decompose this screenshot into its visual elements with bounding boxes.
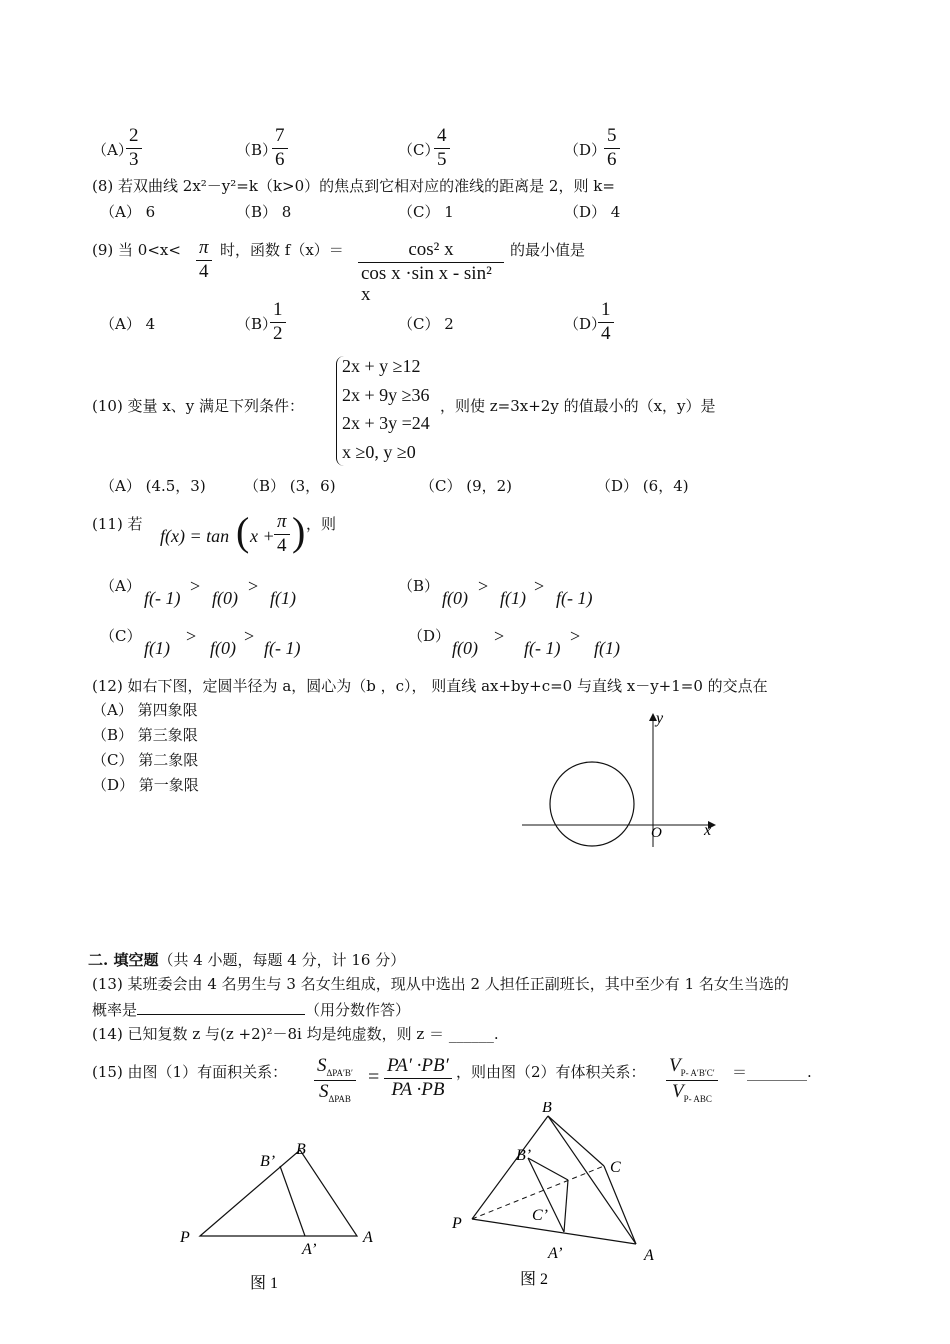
q11-option-d-term1: f(0) bbox=[452, 638, 478, 658]
q9-suffix: 的最小值是 bbox=[510, 241, 586, 259]
q12-figure bbox=[510, 705, 730, 855]
q11-option-a-op2: > bbox=[248, 576, 259, 596]
q11-option-b-term1: f(0) bbox=[442, 588, 468, 608]
q10-option-c: （C） (9，2) bbox=[420, 477, 513, 495]
section2-title: 二. 填空题 bbox=[88, 951, 159, 969]
q11-suffix: ，则 bbox=[306, 515, 337, 533]
edge-ba bbox=[548, 1116, 636, 1244]
q10-condition-1: 2x + y ≥12 bbox=[342, 356, 421, 376]
q11-option-b-op1: > bbox=[478, 576, 489, 596]
fig2-label-bp: B’ bbox=[516, 1147, 532, 1164]
q11-option-d-label: （D） bbox=[408, 627, 451, 645]
q9-option-b-fraction: $\frac{1}{2}$ bbox=[270, 300, 286, 345]
q12-option-c: （C） 第二象限 bbox=[92, 751, 199, 769]
q9-mid: 时，函数 f（x）＝ bbox=[220, 241, 344, 259]
figure-1 bbox=[170, 1136, 390, 1296]
q8-option-b: （B） 8 bbox=[236, 203, 292, 221]
q7-option-b-fraction: $\frac{7}{6}$ bbox=[272, 126, 288, 171]
q12-option-b: （B） 第三象限 bbox=[92, 726, 198, 744]
q15-equals: = bbox=[368, 1066, 380, 1088]
q13-line2 bbox=[92, 1000, 410, 1019]
q8-text: (8) 若双曲线 2x²－y²=k（k>0）的焦点到它相对应的准线的距离是 2，则 k= bbox=[92, 177, 615, 195]
q7-option-b-label: （B） bbox=[236, 141, 278, 159]
triangle-pab bbox=[200, 1150, 357, 1236]
fig1-label-b: B bbox=[296, 1141, 306, 1158]
q11-option-a-label: （A） bbox=[100, 577, 141, 595]
q11-option-a-term2: f(0) bbox=[212, 588, 238, 608]
q10-option-b: （B） (3，6) bbox=[244, 477, 336, 495]
q11-option-c-label: （C） bbox=[100, 627, 142, 645]
fig2-label-b: B bbox=[542, 1102, 552, 1116]
q11-option-a-term1: f(- 1) bbox=[144, 588, 181, 608]
fig2-label-cp: C’ bbox=[532, 1207, 548, 1224]
q13-line2-prefix: 概率是 bbox=[92, 1001, 138, 1019]
q11-option-d-op1: > bbox=[494, 626, 505, 646]
q11-option-c-term1: f(1) bbox=[144, 638, 170, 658]
fig2-label-a: A bbox=[644, 1247, 654, 1264]
q11-prefix: (11) 若 bbox=[92, 515, 143, 533]
q11-inner: x + bbox=[250, 526, 275, 546]
q7-option-c-fraction: $\frac{4}{5}$ bbox=[434, 126, 450, 171]
origin-label: O bbox=[651, 825, 662, 841]
circle bbox=[550, 762, 634, 846]
q11-right-paren: ) bbox=[292, 509, 306, 554]
q12-option-a: （A） 第四象限 bbox=[92, 701, 198, 719]
q12-text: (12) 如右下图，定圆半径为 a，圆心为（b ，c）， 则直线 ax+by+c=0 与直线 x－y+1=0 的交点在 bbox=[92, 677, 768, 695]
q11-option-d-term3: f(1) bbox=[594, 638, 620, 658]
q9-option-b-label: （B） bbox=[236, 315, 278, 333]
q11-option-b-term3: f(- 1) bbox=[556, 588, 593, 608]
q15-prefix: (15) 由图（1）有面积关系： bbox=[92, 1063, 288, 1081]
q13-line2-suffix: （用分数作答） bbox=[305, 1001, 411, 1019]
y-axis-label: y bbox=[656, 710, 664, 727]
q7-option-a-fraction: $\frac{2}{3}$ bbox=[126, 126, 142, 171]
q7-option-d-fraction: $\frac{5}{6}$ bbox=[604, 126, 620, 171]
fig2-caption: 图 2 bbox=[520, 1271, 549, 1288]
fig1-label-a: A bbox=[363, 1229, 373, 1246]
q13-line1: (13) 某班委会由 4 名男生与 3 名女生组成，现从中选出 2 人担任正副班长，其中至少有 1 名女生当选的 bbox=[92, 975, 789, 993]
q14-text: (14) 已知复数 z 与(z +2)²－8i 均是纯虚数，则 z ＝ ______. bbox=[92, 1025, 499, 1043]
fig1-label-p: P bbox=[180, 1229, 190, 1246]
q15-volume-fraction: $V_{P- A'B'C'}$ $V_{P- ABC}$ bbox=[666, 1056, 718, 1104]
q11-option-d-op2: > bbox=[570, 626, 581, 646]
q11-pi-over-4: $\frac{\pi}{4}$ bbox=[274, 512, 290, 557]
q7-option-d-label: （D） bbox=[564, 141, 607, 159]
q9-option-a: （A） 4 bbox=[100, 315, 156, 333]
q15-area-fraction: $S_{\Delta PA'B'}$ $S_{\Delta PAB}$ bbox=[314, 1056, 356, 1104]
q11-option-c-term3: f(- 1) bbox=[264, 638, 301, 658]
q10-condition-4: x ≥0, y ≥0 bbox=[342, 441, 416, 462]
q11-option-a-term3: f(1) bbox=[270, 588, 296, 608]
q8-option-d: （D） 4 bbox=[564, 203, 621, 221]
q9-option-d-fraction: $\frac{1}{4}$ bbox=[598, 300, 614, 345]
section2-heading bbox=[88, 952, 405, 969]
q10-system bbox=[342, 352, 430, 466]
edge-pb bbox=[472, 1116, 548, 1219]
fig2-label-ap: A’ bbox=[548, 1245, 563, 1262]
q12-option-d: （D） 第一象限 bbox=[92, 776, 199, 794]
q11-option-b-label: （B） bbox=[398, 577, 440, 595]
q11-left-paren: ( bbox=[236, 509, 250, 554]
figure-2 bbox=[440, 1102, 680, 1292]
q7-option-a-label: （A） bbox=[92, 141, 133, 159]
q11-option-c-op1: > bbox=[186, 626, 197, 646]
q10-option-d: （D） (6，4) bbox=[596, 477, 689, 495]
q9-prefix: (9) 当 0<x< bbox=[92, 241, 181, 259]
q10-prefix: (10) 变量 x、y 满足下列条件： bbox=[92, 397, 305, 415]
q10-option-a: （A） (4.5，3) bbox=[100, 477, 206, 495]
segment-ap-bp bbox=[280, 1166, 305, 1236]
section2-note: （共 4 小题，每题 4 分，计 16 分） bbox=[158, 951, 406, 969]
q11-option-a-op1: > bbox=[190, 576, 201, 596]
q9-pi-over-4: $\frac{\pi}{4}$ bbox=[196, 238, 212, 283]
x-axis-label: x bbox=[704, 822, 712, 839]
q15-mid: ，则由图（2）有体积关系： bbox=[456, 1063, 646, 1081]
q11-option-b-op2: > bbox=[534, 576, 545, 596]
q11-option-c-op2: > bbox=[244, 626, 255, 646]
edge-pa bbox=[472, 1219, 636, 1244]
q10-condition-2: 2x + 9y ≥36 bbox=[342, 384, 430, 405]
q11-option-d-term2: f(- 1) bbox=[524, 638, 561, 658]
q11-option-c-term2: f(0) bbox=[210, 638, 236, 658]
q8-option-a: （A） 6 bbox=[100, 203, 156, 221]
fig1-label-bp: B’ bbox=[260, 1153, 276, 1170]
q7-option-c-label: （C） bbox=[398, 141, 440, 159]
q15-tail: ＝________. bbox=[732, 1063, 812, 1081]
q15-ratio-fraction: $\frac{PA' \cdot PB'}{PA \cdot PB}$ bbox=[384, 1056, 452, 1101]
fig2-label-p: P bbox=[452, 1215, 462, 1232]
q11-option-b-term2: f(1) bbox=[500, 588, 526, 608]
q9-function-fraction: $\frac{\text{cos² x}}{\text{cos x ·sin x - sin² x}}$ bbox=[358, 240, 504, 306]
q8-option-c: （C） 1 bbox=[398, 203, 454, 221]
fig1-label-ap: A’ bbox=[302, 1241, 317, 1258]
fig2-label-c: C bbox=[610, 1159, 621, 1176]
edge-cp-ap bbox=[564, 1180, 568, 1232]
q10-condition-3: 2x + 3y =24 bbox=[342, 413, 430, 433]
fig1-caption: 图 1 bbox=[250, 1275, 279, 1292]
edge-bc bbox=[548, 1116, 604, 1166]
q11-function: f(x) = tan bbox=[160, 526, 230, 546]
q10-suffix: ，则使 z=3x+2y 的值最小的（x，y）是 bbox=[440, 397, 716, 415]
q9-option-d-label: （D） bbox=[564, 315, 607, 333]
q9-option-c: （C） 2 bbox=[398, 315, 454, 333]
q13-answer-blank[interactable] bbox=[137, 1000, 305, 1015]
